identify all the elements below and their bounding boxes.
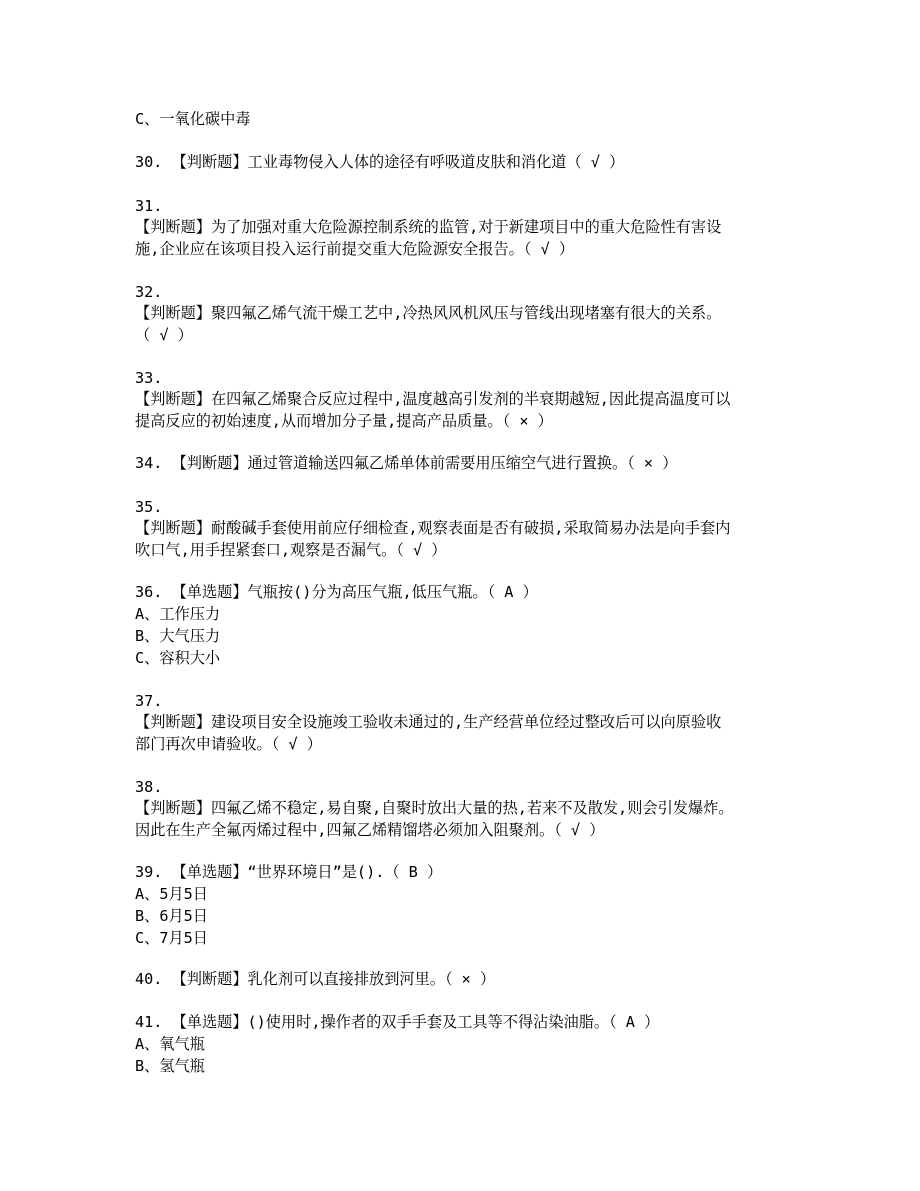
q38-text-line1: 【判断题】四氟乙烯不稳定,易自聚,自聚时放出大量的热,若来不及散发,则会引发爆炸。: [135, 799, 734, 817]
q38-number: 38.: [135, 778, 163, 796]
q37-text-line1: 【判断题】建设项目安全设施竣工验收未通过的,生产经营单位经过整改后可以向原验收: [135, 713, 722, 731]
q41-option-a: A、氧气瓶: [135, 1035, 205, 1053]
q31-number: 31.: [135, 197, 163, 215]
q36-option-c: C、容积大小: [135, 649, 221, 667]
q41-option-b: B、氢气瓶: [135, 1057, 205, 1075]
q35-text-line1: 【判断题】耐酸碱手套使用前应仔细检查,观察表面是否有破损,采取简易办法是向手套内: [135, 519, 731, 537]
q33-number: 33.: [135, 369, 163, 387]
q38-text-line2: 因此在生产全氟丙烯过程中,四氟乙烯精馏塔必须加入阻聚剂。（ √ ）: [135, 821, 605, 839]
q36-text: 36. 【单选题】气瓶按()分为高压气瓶,低压气瓶。（ A ）: [135, 583, 538, 601]
q35-text-line2: 吹口气,用手捏紧套口,观察是否漏气。（ √ ）: [135, 541, 447, 559]
q32-number: 32.: [135, 283, 163, 301]
q32-text-line2: （ √ ）: [135, 326, 193, 344]
q29-option-c: C、一氧化碳中毒: [135, 110, 251, 128]
q32-text-line1: 【判断题】聚四氟乙烯气流干燥工艺中,冷热风风机风压与管线出现堵塞有很大的关系。: [135, 304, 722, 322]
q39-option-b: B、6月5日: [135, 907, 208, 925]
q33-text-line2: 提高反应的初始速度,从而增加分子量,提高产品质量。（ × ）: [135, 412, 553, 430]
q31-text-line1: 【判断题】为了加强对重大危险源控制系统的监管,对于新建项目中的重大危险性有害设: [135, 218, 722, 236]
q37-number: 37.: [135, 692, 163, 710]
q39-text: 39. 【单选题】“世界环境日”是().（ B ）: [135, 863, 443, 881]
q39-option-a: A、5月5日: [135, 885, 208, 903]
q30-text: 30. 【判断题】工业毒物侵入人体的途径有呼吸道皮肤和消化道（ √ ）: [135, 153, 625, 171]
q35-number: 35.: [135, 498, 163, 516]
q31-text-line2: 施,企业应在该项目投入运行前提交重大危险源安全报告。（ √ ）: [135, 240, 575, 258]
q34-text: 34. 【判断题】通过管道输送四氟乙烯单体前需要用压缩空气进行置换。（ × ）: [135, 454, 678, 472]
q37-text-line2: 部门再次申请验收。（ √ ）: [135, 735, 322, 753]
q39-option-c: C、7月5日: [135, 929, 208, 947]
q36-option-b: B、大气压力: [135, 627, 221, 645]
q33-text-line1: 【判断题】在四氟乙烯聚合反应过程中,温度越高引发剂的半衰期越短,因此提高温度可以: [135, 390, 731, 408]
q36-option-a: A、工作压力: [135, 605, 221, 623]
q41-text: 41. 【单选题】()使用时,操作者的双手手套及工具等不得沾染油脂。（ A ）: [135, 1013, 660, 1031]
q40-text: 40. 【判断题】乳化剂可以直接排放到河里。（ × ）: [135, 970, 496, 988]
